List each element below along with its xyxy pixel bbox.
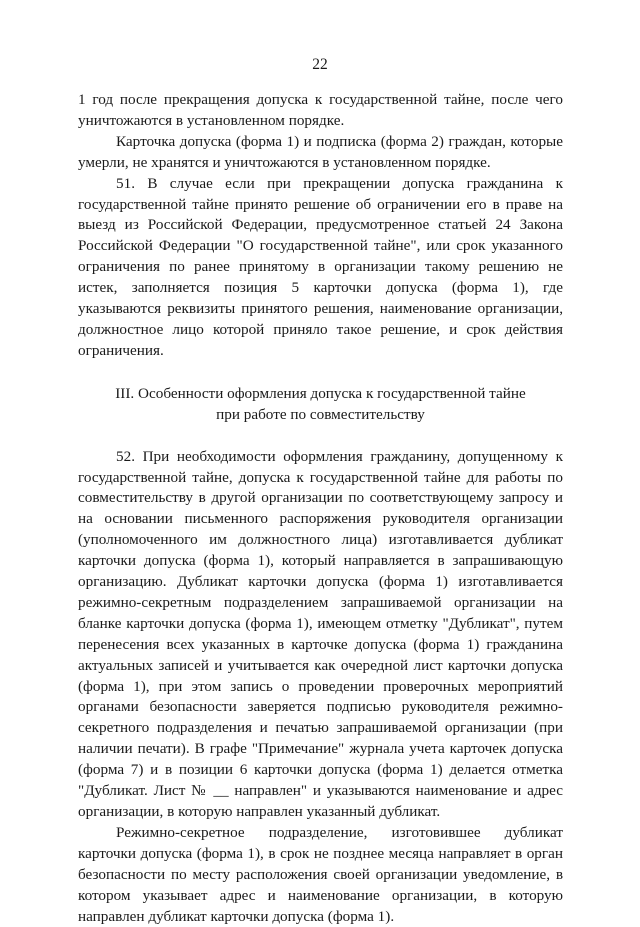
section-heading-line-2: при работе по совместительству (216, 405, 425, 423)
paragraph-deceased-cards: Карточка допуска (форма 1) и подписка (форма 2) граждан, которые умерли, не хранятся и уничтожаются в установленном порядке. (78, 132, 563, 171)
paragraph-52: 52. При необходимости оформления гражданину, допущенному к государственной тайне, допуска к государственной тайне для работы по совместительству в другой организации по соответствующему запросу и на основании письменного распоряжения руководителя организации (уполномоченного им должностного лица) изготавливается дубликат карточки допуска (форма 1), который направляется в запрашивающую организацию. Дубликат карточки допуска (форма 1) изготавливается режимно-секретным подразделением запрашиваемой организации на бланке карточки допуска (форма 1), имеющем отметку "Дубликат", путем перенесения всех указанных в карточке допуска (форма 1) гражданина актуальных записей и учитывается как очередной лист карточки допуска (форма 1), при этом запись о проведении проверочных мероприятий органами безопасности заверяется подписью руководителя режимно-секретного подразделения и печатью запрашиваемой организации (при наличии печати). В графе "Примечание" журнала учета карточек допуска (форма 7) и в позиции 6 карточки допуска (форма 1) делается отметка "Дубликат. Лист № __ направлен" и указываются наименование и адрес организации, в которую направлен указанный дубликат. (78, 447, 563, 820)
document-body (78, 90, 563, 927)
paragraph-51: 51. В случае если при прекращении допуска гражданина к государственной тайне принято решение об ограничении его в праве на выезд из Российской Федерации, предусмотренное статьей 24 Закона Российской Федерации "О государственной тайне", или срок указанного ограничения по ранее принятому в организации такому решению не истек, заполняется позиция 5 карточки допуска (форма 1), где указываются реквизиты принятого решения, наименование организации, должностное лицо которой приняло такое решение, и срок действия ограничения. (78, 174, 563, 359)
paragraph-continuation: 1 год после прекращения допуска к государственной тайне, после чего уничтожаются в установленном порядке. (78, 91, 563, 129)
section-heading-line-1: III. Особенности оформления допуска к государственной тайне (115, 384, 526, 402)
paragraph-duplicate-notice: Режимно-секретное подразделение, изготовившее дубликат карточки допуска (форма 1), в срок не позднее месяца направляет в орган безопасности по месту расположения своей организации уведомление, в котором указывает адрес и наименование организации, в которую направлен дубликат карточки допуска (форма 1). (78, 823, 563, 925)
page-number: 22 (312, 56, 328, 73)
section-heading (78, 384, 563, 426)
